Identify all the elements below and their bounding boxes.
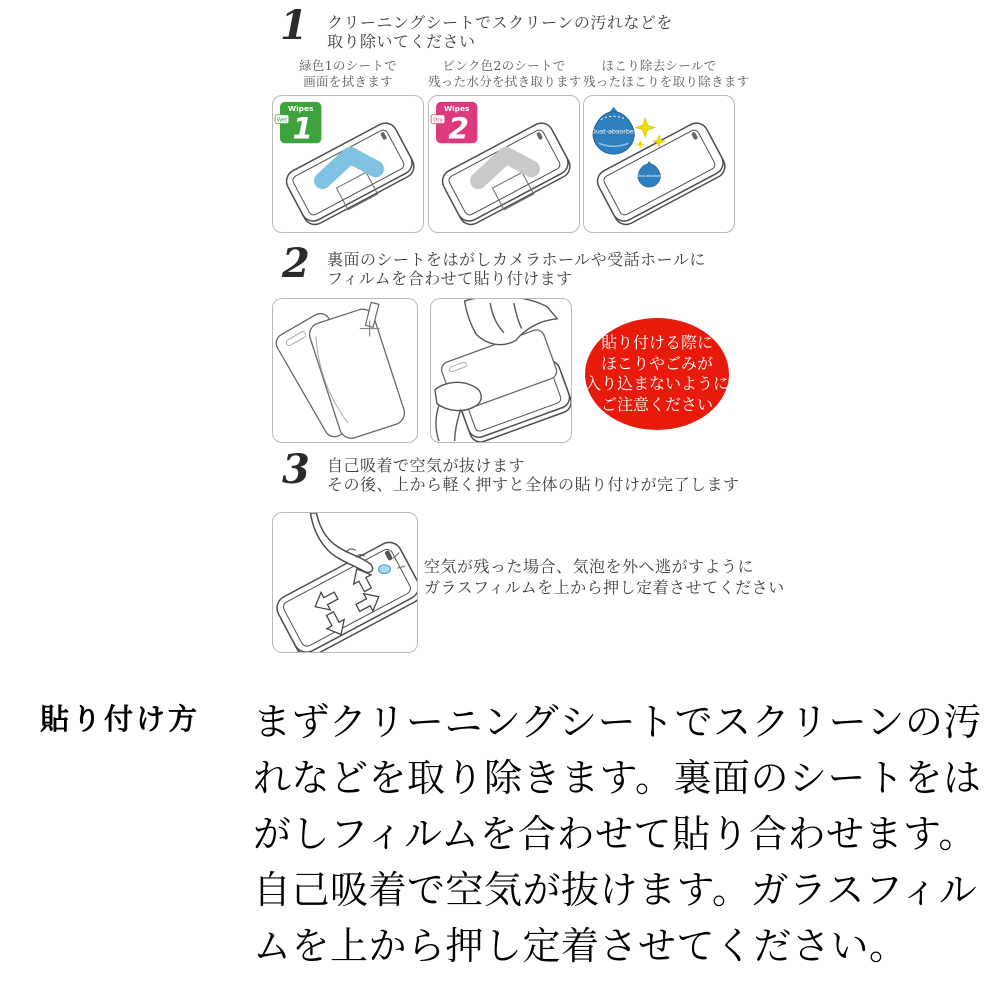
caption-dust-sticker <box>583 58 750 89</box>
wipes-badge-dry <box>431 102 477 145</box>
step-1-description <box>327 13 673 51</box>
dust-sticker-illustration <box>584 96 734 232</box>
warning-line: ご注意ください <box>600 394 713 414</box>
caption-line: 残ったほこりを取り除きます <box>583 73 750 89</box>
footer-paragraph <box>253 694 982 974</box>
caption-line: 画面を拭きます <box>303 73 393 89</box>
step-3-note-line: 空気が残った場合、気泡を外へ逃がすように <box>424 557 755 576</box>
step-1-number: 1 <box>280 2 308 49</box>
footer-paragraph-line: れなどを取り除きます。裏面のシートをは <box>253 756 982 800</box>
caption-wet-wipe <box>272 58 424 89</box>
badge-type-label: Dry <box>433 117 443 124</box>
footer-paragraph-line: 自己吸着で空気が抜けます。ガラスフィル <box>253 868 978 912</box>
caption-line: 残った水分を拭き取ります <box>428 73 582 89</box>
align-film-illustration <box>431 299 571 442</box>
step-2-description <box>327 250 706 288</box>
step-3-number: 3 <box>282 446 310 493</box>
caption-line: 緑色1のシートで <box>299 58 397 73</box>
wet-wipe-illustration <box>273 96 423 232</box>
pressing-hand-icon <box>310 513 372 572</box>
dust-absorber-label: Dust-absorber <box>590 127 637 136</box>
footer-paragraph-line: がしフィルムを合わせて貼り合わせます。 <box>253 812 977 856</box>
dry-wipe-illustration <box>429 96 579 232</box>
footer-paragraph-line: まずクリーニングシートでスクリーンの汚 <box>253 700 982 744</box>
step-3-description-line: 自己吸着で空気が抜けます <box>327 456 526 475</box>
dust-absorber-sticker-icon <box>591 107 637 154</box>
film-peel-illustration <box>273 299 417 442</box>
footer-heading: 貼り付け方 <box>40 702 201 736</box>
step-1-description-line: クリーニングシートでスクリーンの汚れなどを <box>327 13 673 32</box>
wipes-badge-wet <box>275 102 321 145</box>
caption-line: ピンク色2のシートで <box>442 58 566 73</box>
footer-paragraph-line: ムを上から押し定着させてください。 <box>253 924 908 968</box>
step-2-number: 2 <box>282 240 310 287</box>
step-3-description <box>327 456 740 494</box>
warning-line: 貼り付ける際に <box>600 333 713 352</box>
air-bubble-icon <box>379 565 391 574</box>
dust-absorber-label: Dust-absorber <box>637 173 661 178</box>
panel-wet-wipe <box>272 95 424 233</box>
panel-align-film <box>430 298 572 443</box>
badge-product-label: Wipes <box>444 103 470 113</box>
badge-number-label: 2 <box>448 111 469 146</box>
caption-line: ほこり除去シールで <box>601 58 717 73</box>
panel-press-film <box>272 512 418 653</box>
step-3-description-line: その後、上から軽く押すと全体の貼り付けが完了します <box>327 475 740 494</box>
step-1-description-line: 取り除いてください <box>327 32 476 51</box>
warning-line: ほこりやごみが <box>600 353 713 373</box>
step-2-description-line: フィルムを合わせて貼り付けます <box>327 269 573 288</box>
panel-peel-film <box>272 298 418 443</box>
step-3-note-line: ガラスフィルムを上から押し定着させてください <box>424 578 785 597</box>
warning-line: 入り込まないように <box>585 374 730 393</box>
warning-oval <box>585 318 729 430</box>
caption-dry-wipe <box>428 58 580 89</box>
panel-dust-sticker <box>583 95 735 233</box>
step-2-description-line: 裏面のシートをはがしカメラホールや受話ホールに <box>327 250 706 269</box>
badge-product-label: Wipes <box>288 103 314 113</box>
badge-number-label: 1 <box>292 111 313 146</box>
press-illustration <box>273 513 417 652</box>
badge-type-label: Wet <box>276 117 288 124</box>
panel-dry-wipe <box>428 95 580 233</box>
step-3-note <box>424 556 785 598</box>
